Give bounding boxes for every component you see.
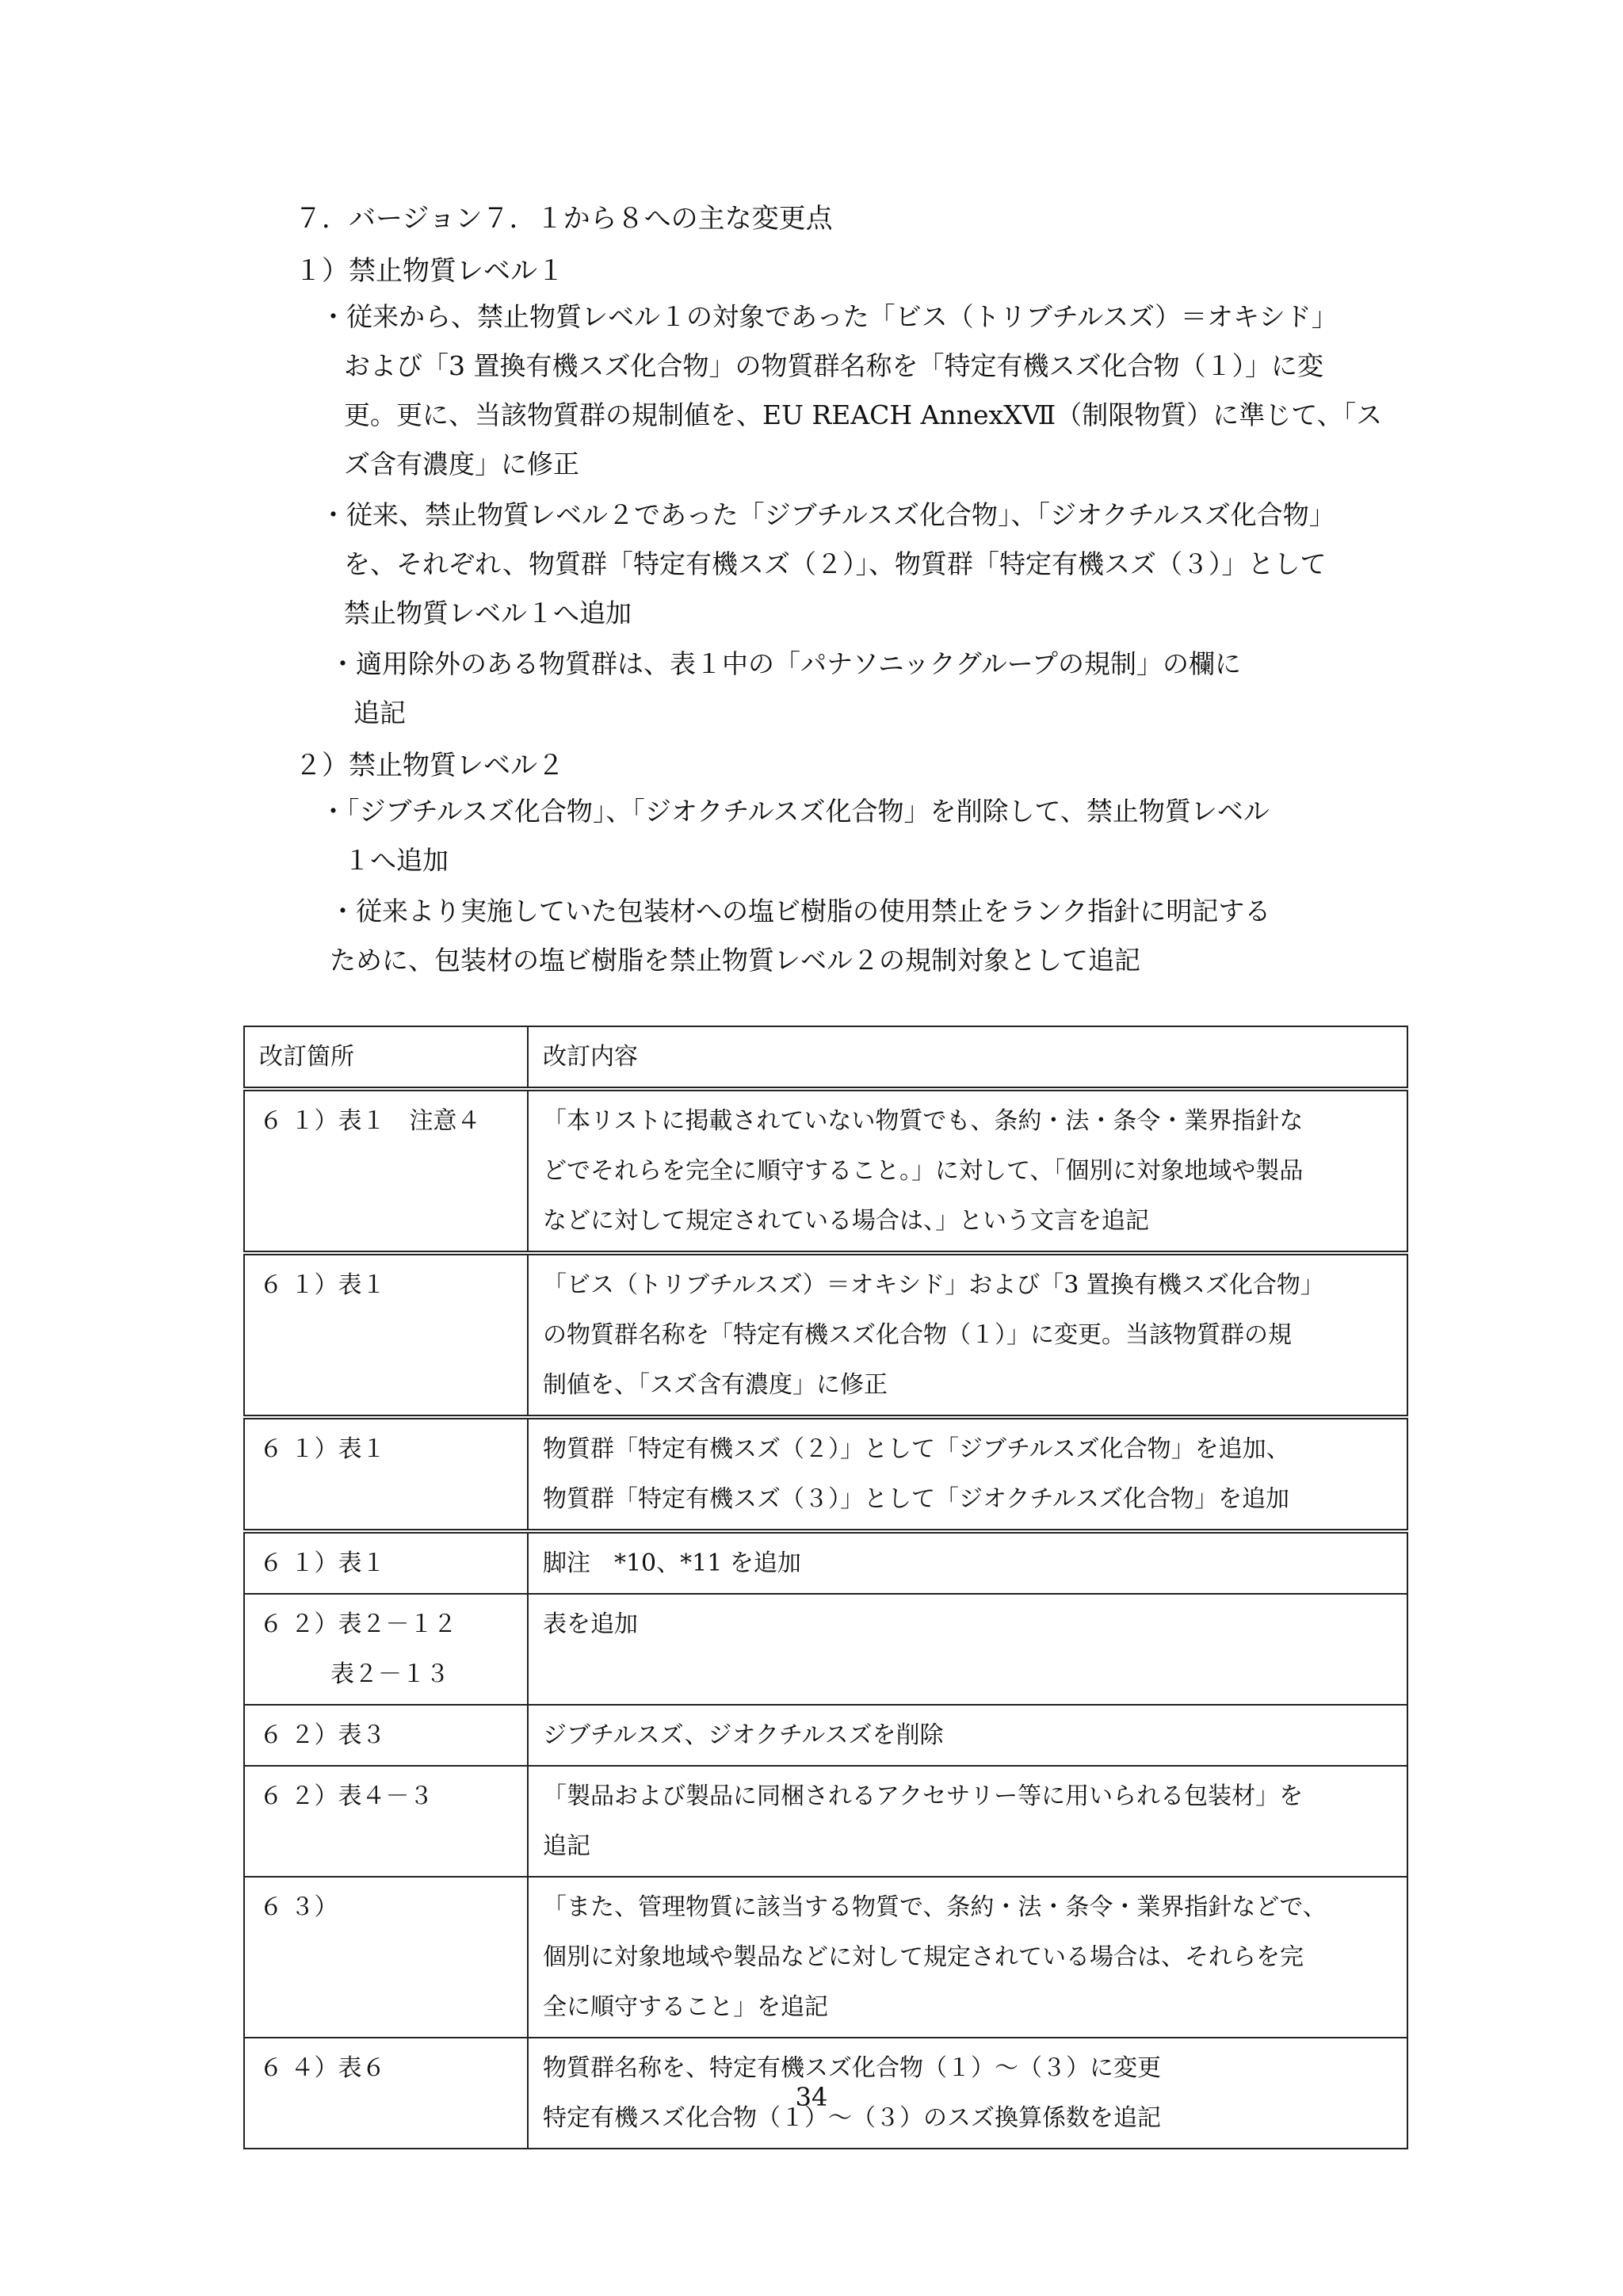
table-row [244, 1089, 1407, 1253]
bullet-line: 追記 [353, 697, 406, 728]
bullet-line: 更。更に、当該物質群の規制値を、EU REACH AnnexⅩⅦ（制限物質）に準じて、「ス [344, 399, 1383, 430]
table-row [244, 1594, 1407, 1705]
table-row [244, 1417, 1407, 1531]
table-row [244, 1877, 1407, 2038]
location-line: ６ ２）表４－３ [259, 1782, 433, 1810]
row-location [244, 1531, 528, 1594]
location-line: ６ １）表１ [259, 1435, 386, 1463]
table-row [244, 1766, 1407, 1877]
location-line: 表２－１３ [259, 1660, 449, 1688]
subsection-1-heading: １）禁止物質レベル１ [295, 255, 564, 287]
row-content [528, 1877, 1407, 2038]
location-line: ６ ４）表６ [259, 2054, 386, 2082]
content-line: 物質群名称を、特定有機スズ化合物（１）～（３）に変更 [542, 2054, 1161, 2082]
content-line: 全に順守すること」を追記 [542, 1993, 828, 2021]
content-line: 個別に対象地域や製品などに対して規定されている場合は、それらを完 [542, 1943, 1304, 1971]
header-location-text: 改訂箇所 [259, 1043, 354, 1071]
content-line: 物質群「特定有機スズ（３）」として「ジオクチルスズ化合物」を追加 [542, 1485, 1289, 1513]
content-line: の物質群名称を「特定有機スズ化合物（１）」に変更。当該物質群の規 [542, 1321, 1292, 1349]
header-content [528, 1026, 1407, 1089]
table-row [244, 1253, 1407, 1417]
row-content [528, 1766, 1407, 1877]
row-content [528, 1594, 1407, 1705]
location-line: ６ １）表１ [259, 1271, 386, 1299]
table-row [244, 1705, 1407, 1766]
header-content-text: 改訂内容 [542, 1043, 638, 1071]
content-line: 追記 [542, 1832, 590, 1860]
content-line: 「製品および製品に同梱されるアクセサリー等に用いられる包装材」を [542, 1782, 1304, 1810]
bullet-line: １へ追加 [344, 845, 449, 876]
bullet-line: ・適用除外のある物質群は、表１中の「パナソニックグループの規制」の欄に [330, 648, 1242, 679]
location-line: ６ １）表１ 注意４ [259, 1107, 481, 1135]
content-line: 特定有機スズ化合物（１）～（３）のスズ換算係数を追記 [542, 2104, 1161, 2132]
content-line: ジブチルスズ、ジオクチルスズを削除 [542, 1721, 944, 1749]
bullet-line: ・従来から、禁止物質レベル１の対象であった「ビス（トリブチルスズ）＝オキシド」 [320, 301, 1338, 332]
bullet-line: ・「ジブチルスズ化合物」、「ジオクチルスズ化合物」を削除して、禁止物質レベル [320, 796, 1270, 827]
row-location [244, 1417, 528, 1531]
content-line: などに対して規定されている場合は、」という文言を追記 [542, 1207, 1149, 1235]
bullet-line: ・従来、禁止物質レベル２であった「ジブチルスズ化合物」、「ジオクチルスズ化合物」 [320, 499, 1335, 530]
bullet-line: ために、包装材の塩ビ樹脂を禁止物質レベル２の規制対象として追記 [330, 945, 1140, 976]
row-content [528, 1531, 1407, 1594]
row-content [528, 1705, 1407, 1766]
revision-table [243, 1026, 1408, 2149]
location-line: ６ ３） [259, 1893, 338, 1921]
content-line: 物質群「特定有機スズ（２）」として「ジブチルスズ化合物」を追加、 [542, 1435, 1290, 1463]
content-line: 「本リストに掲載されていない物質でも、条約・法・条令・業界指針な [542, 1107, 1304, 1135]
content-line: 脚注 *10、*11 を追加 [542, 1549, 801, 1577]
bullet-line: ズ含有濃度」に修正 [344, 449, 579, 479]
row-location [244, 1089, 528, 1253]
table-header-row [244, 1026, 1407, 1089]
location-line: ６ １）表１ [259, 1549, 386, 1577]
table-row [244, 1531, 1407, 1594]
page-number: 34 [795, 2082, 828, 2112]
location-line: ６ ２）表２－１２ [259, 1610, 457, 1638]
row-content [528, 1253, 1407, 1417]
row-content [528, 1417, 1407, 1531]
bullet-line: および「3 置換有機スズ化合物」の物質群名称を「特定有機スズ化合物（１）」に変 [344, 350, 1323, 381]
content-line: どでそれらを完全に順守すること。」に対して、「個別に対象地域や製品 [542, 1157, 1304, 1185]
section-title: ７．バージョン７．１から８への主な変更点 [295, 203, 833, 235]
row-content [528, 1089, 1407, 1253]
header-location [244, 1026, 528, 1089]
location-line: ６ ２）表３ [259, 1721, 386, 1749]
row-location [244, 1705, 528, 1766]
row-location [244, 1877, 528, 2038]
content-line: 「また、管理物質に該当する物質で、条約・法・条令・業界指針などで、 [542, 1893, 1327, 1921]
row-location [244, 1766, 528, 1877]
bullet-line: 禁止物質レベル１へ追加 [344, 598, 632, 628]
subsection-2-heading: ２）禁止物質レベル２ [295, 750, 564, 781]
content-line: 「ビス（トリブチルスズ）＝オキシド」および「3 置換有機スズ化合物」 [542, 1271, 1324, 1299]
content-line: 制値を、「スズ含有濃度」に修正 [542, 1371, 888, 1399]
row-location [244, 1594, 528, 1705]
row-location [244, 1253, 528, 1417]
content-line: 表を追加 [542, 1610, 638, 1638]
bullet-line: を、それぞれ、物質群「特定有機スズ（２）」、物質群「特定有機スズ（３）」として [344, 548, 1327, 579]
bullet-line: ・従来より実施していた包装材への塩ビ樹脂の使用禁止をランク指針に明記する [330, 896, 1271, 926]
